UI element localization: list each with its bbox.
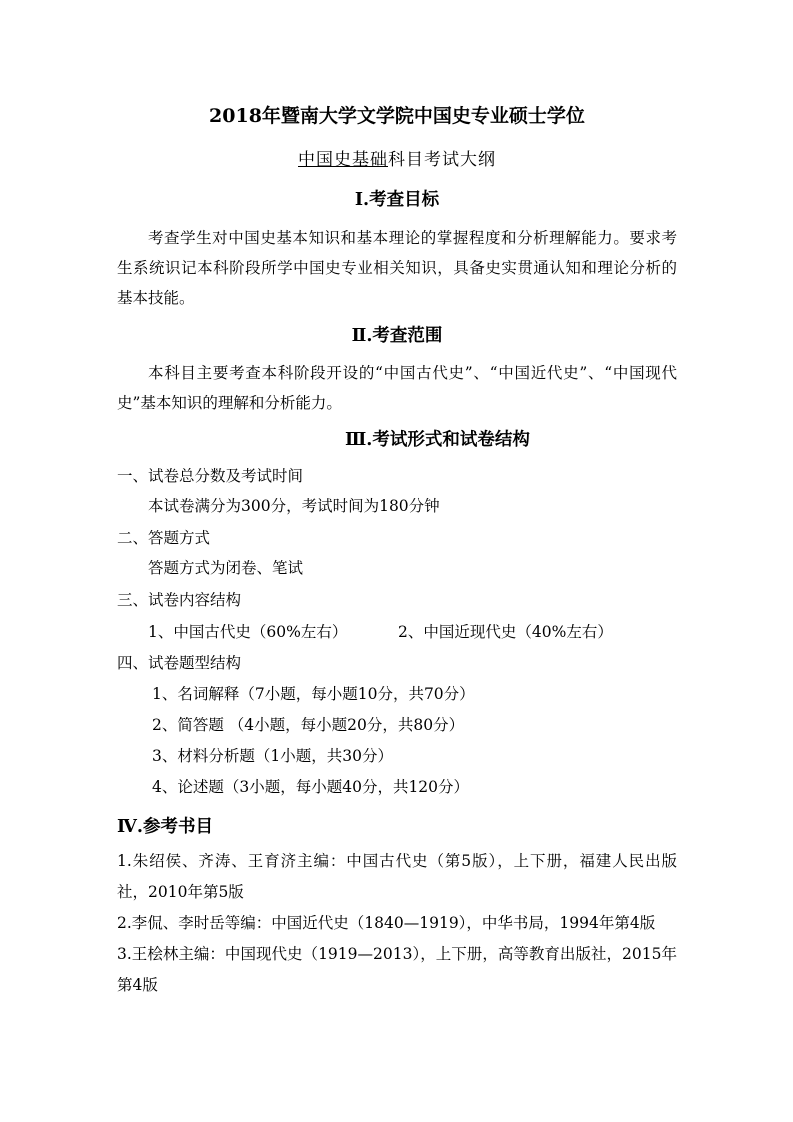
list-text: 2、中国近现代史（40%左右） — [398, 623, 613, 641]
list-text: 本试卷满分为300分，考试时间为180分钟 — [148, 497, 440, 515]
list-item: 4、论述题（3小题，每小题40分，共120分） — [152, 778, 470, 796]
reference-line: 3.王桧林主编：中国现代史（1919—2013），上下册，高等教育出版社，2015年 — [117, 945, 677, 963]
reference-line: 1.朱绍侯、齐涛、王育济主编：中国古代史（第5版），上下册，福建人民出版 — [117, 852, 677, 870]
list-heading: 一、试卷总分数及考试时间 — [117, 467, 304, 485]
subtitle-rest: 科目考试大纲 — [388, 150, 496, 170]
list-text: 1、中国古代史（60%左右） — [148, 623, 348, 641]
section-heading: Ⅳ.参考书目 — [117, 817, 213, 837]
list-text: 答题方式为闭卷、笔试 — [148, 559, 304, 577]
section-heading: Ⅲ.考试形式和试卷结构 — [345, 430, 530, 450]
paragraph-line: 本科目主要考查本科阶段开设的“中国古代史”、“中国近代史”、“中国现代 — [148, 364, 677, 382]
paragraph-line: 考查学生对中国史基本知识和基本理论的掌握程度和分析理解能力。要求考 — [148, 229, 677, 247]
list-heading: 二、答题方式 — [117, 529, 211, 547]
document-title: 2018年暨南大学文学院中国史专业硕士学位 — [209, 105, 585, 127]
list-heading: 四、试卷题型结构 — [117, 654, 242, 672]
list-item: 1、名词解释（7小题，每小题10分，共70分） — [152, 685, 475, 703]
list-item: 3、材料分析题（1小题，共30分） — [152, 747, 393, 765]
section-heading: Ⅱ.考查范围 — [351, 326, 443, 346]
document-subtitle — [117, 150, 677, 170]
paragraph-line: 史”基本知识的理解和分析能力。 — [117, 394, 342, 412]
subject-name: 中国史基础 — [298, 150, 388, 170]
list-item: 2、简答题 （4小题，每小题20分，共80分） — [152, 716, 465, 734]
reference-line: 第4版 — [117, 976, 158, 994]
paragraph-line: 生系统识记本科阶段所学中国史专业相关知识，具备史实贯通认知和理论分析的 — [117, 259, 677, 277]
list-heading: 三、试卷内容结构 — [117, 591, 242, 609]
section-heading: Ⅰ.考查目标 — [354, 190, 440, 210]
reference-line: 社，2010年第5版 — [117, 883, 244, 901]
reference-line: 2.李侃、李时岳等编：中国近代史（1840—1919），中华书局，1994年第4版 — [117, 914, 656, 932]
paragraph-line: 基本技能。 — [117, 289, 195, 307]
